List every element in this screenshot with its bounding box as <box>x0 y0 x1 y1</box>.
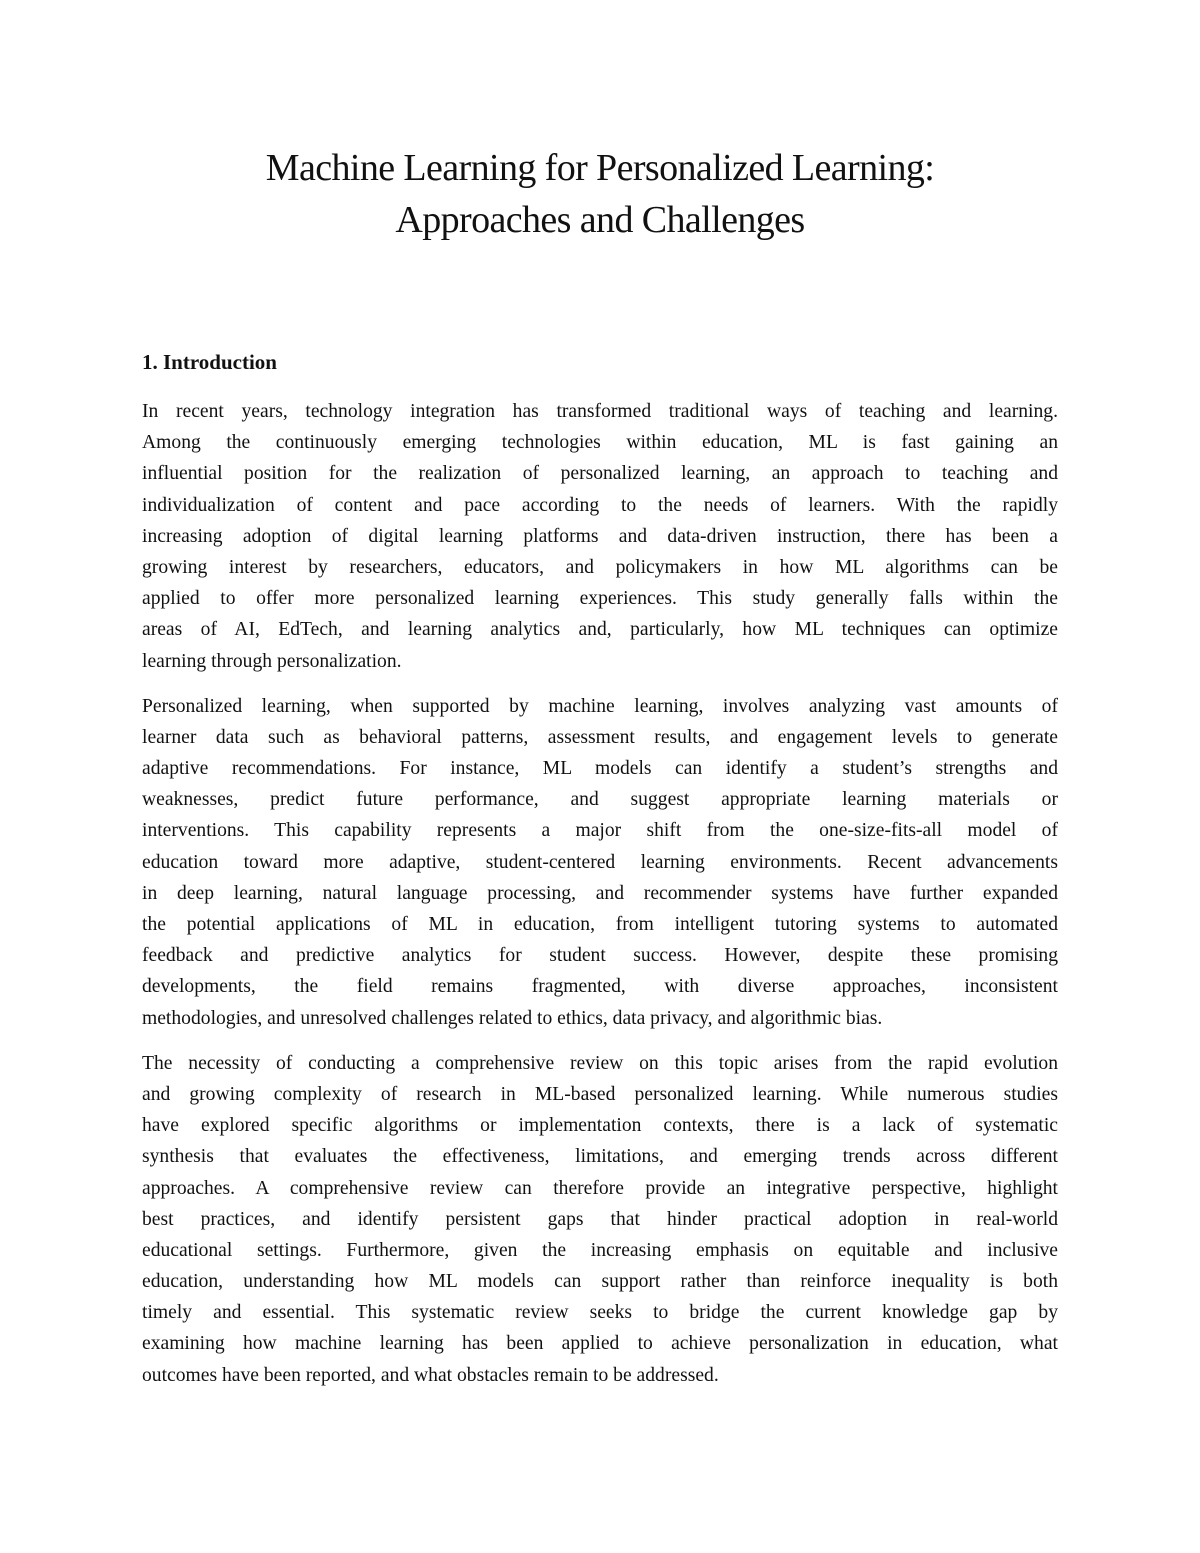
text-line: increasing adoption of digital learning platforms and data-driven instruction, there has been a <box>142 525 1058 547</box>
text-line: synthesis that evaluates the effectiveness, limitations, and emerging trends across different <box>142 1146 1058 1168</box>
paragraph-2 <box>142 691 1058 1034</box>
text-line: examining how machine learning has been applied to achieve personalization in education, what <box>142 1333 1058 1355</box>
text-line: and growing complexity of research in ML-based personalized learning. While numerous studies <box>142 1083 1058 1105</box>
title-line: Machine Learning for Personalized Learning: <box>265 147 935 189</box>
text-line: influential position for the realization of personalized learning, an approach to teaching and <box>142 463 1058 485</box>
text-line: in deep learning, natural language processing, and recommender systems have further expanded <box>142 882 1058 904</box>
section-heading: 1. Introduction <box>142 350 277 374</box>
text-line: learning through personalization. <box>142 650 402 672</box>
text-line: learner data such as behavioral patterns, assessment results, and engagement levels to generate <box>142 726 1058 748</box>
text-line: timely and essential. This systematic review seeks to bridge the current knowledge gap by <box>142 1302 1058 1324</box>
document-title <box>100 142 1100 246</box>
text-line: the potential applications of ML in education, from intelligent tutoring systems to automated <box>142 914 1058 935</box>
paragraph-3 <box>142 1048 1058 1391</box>
text-line: weaknesses, predict future performance, and suggest appropriate learning materials or <box>142 789 1058 811</box>
text-line: The necessity of conducting a comprehensive review on this topic arises from the rapid evolution <box>142 1052 1058 1074</box>
text-line: adaptive recommendations. For instance, ML models can identify a student’s strengths and <box>142 758 1058 780</box>
text-line: outcomes have been reported, and what obstacles remain to be addressed. <box>142 1364 719 1386</box>
text-line: educational settings. Furthermore, given the increasing emphasis on equitable and inclusive <box>142 1239 1058 1261</box>
text-line: In recent years, technology integration has transformed traditional ways of teaching and learning. <box>142 401 1058 422</box>
document-body <box>142 346 1058 1405</box>
text-line: growing interest by researchers, educators, and policymakers in how ML algorithms can be <box>142 556 1058 578</box>
text-line: Personalized learning, when supported by machine learning, involves analyzing vast amounts of <box>142 695 1058 717</box>
text-line: have explored specific algorithms or implementation contexts, there is a lack of systematic <box>142 1115 1058 1137</box>
title-line: Approaches and Challenges <box>395 199 805 241</box>
text-line: best practices, and identify persistent gaps that hinder practical adoption in real-world <box>142 1208 1058 1230</box>
paragraph-1 <box>142 396 1058 677</box>
text-line: feedback and predictive analytics for student success. However, despite these promising <box>142 945 1058 967</box>
text-line: developments, the field remains fragmented, with diverse approaches, inconsistent <box>142 976 1058 998</box>
text-line: education toward more adaptive, student-centered learning environments. Recent advancements <box>142 851 1058 873</box>
text-line: individualization of content and pace according to the needs of learners. With the rapidly <box>142 494 1058 516</box>
text-line: areas of AI, EdTech, and learning analytics and, particularly, how ML techniques can optimize <box>142 619 1058 641</box>
text-line: Among the continuously emerging technologies within education, ML is fast gaining an <box>142 432 1058 454</box>
text-line: education, understanding how ML models can support rather than reinforce inequality is both <box>142 1271 1058 1293</box>
text-line: interventions. This capability represents a major shift from the one-size-fits-all model of <box>142 820 1058 842</box>
text-line: approaches. A comprehensive review can therefore provide an integrative perspective, highlight <box>142 1177 1058 1199</box>
text-line: methodologies, and unresolved challenges related to ethics, data privacy, and algorithmic bias. <box>142 1007 883 1029</box>
text-line: applied to offer more personalized learning experiences. This study generally falls within the <box>142 588 1058 610</box>
